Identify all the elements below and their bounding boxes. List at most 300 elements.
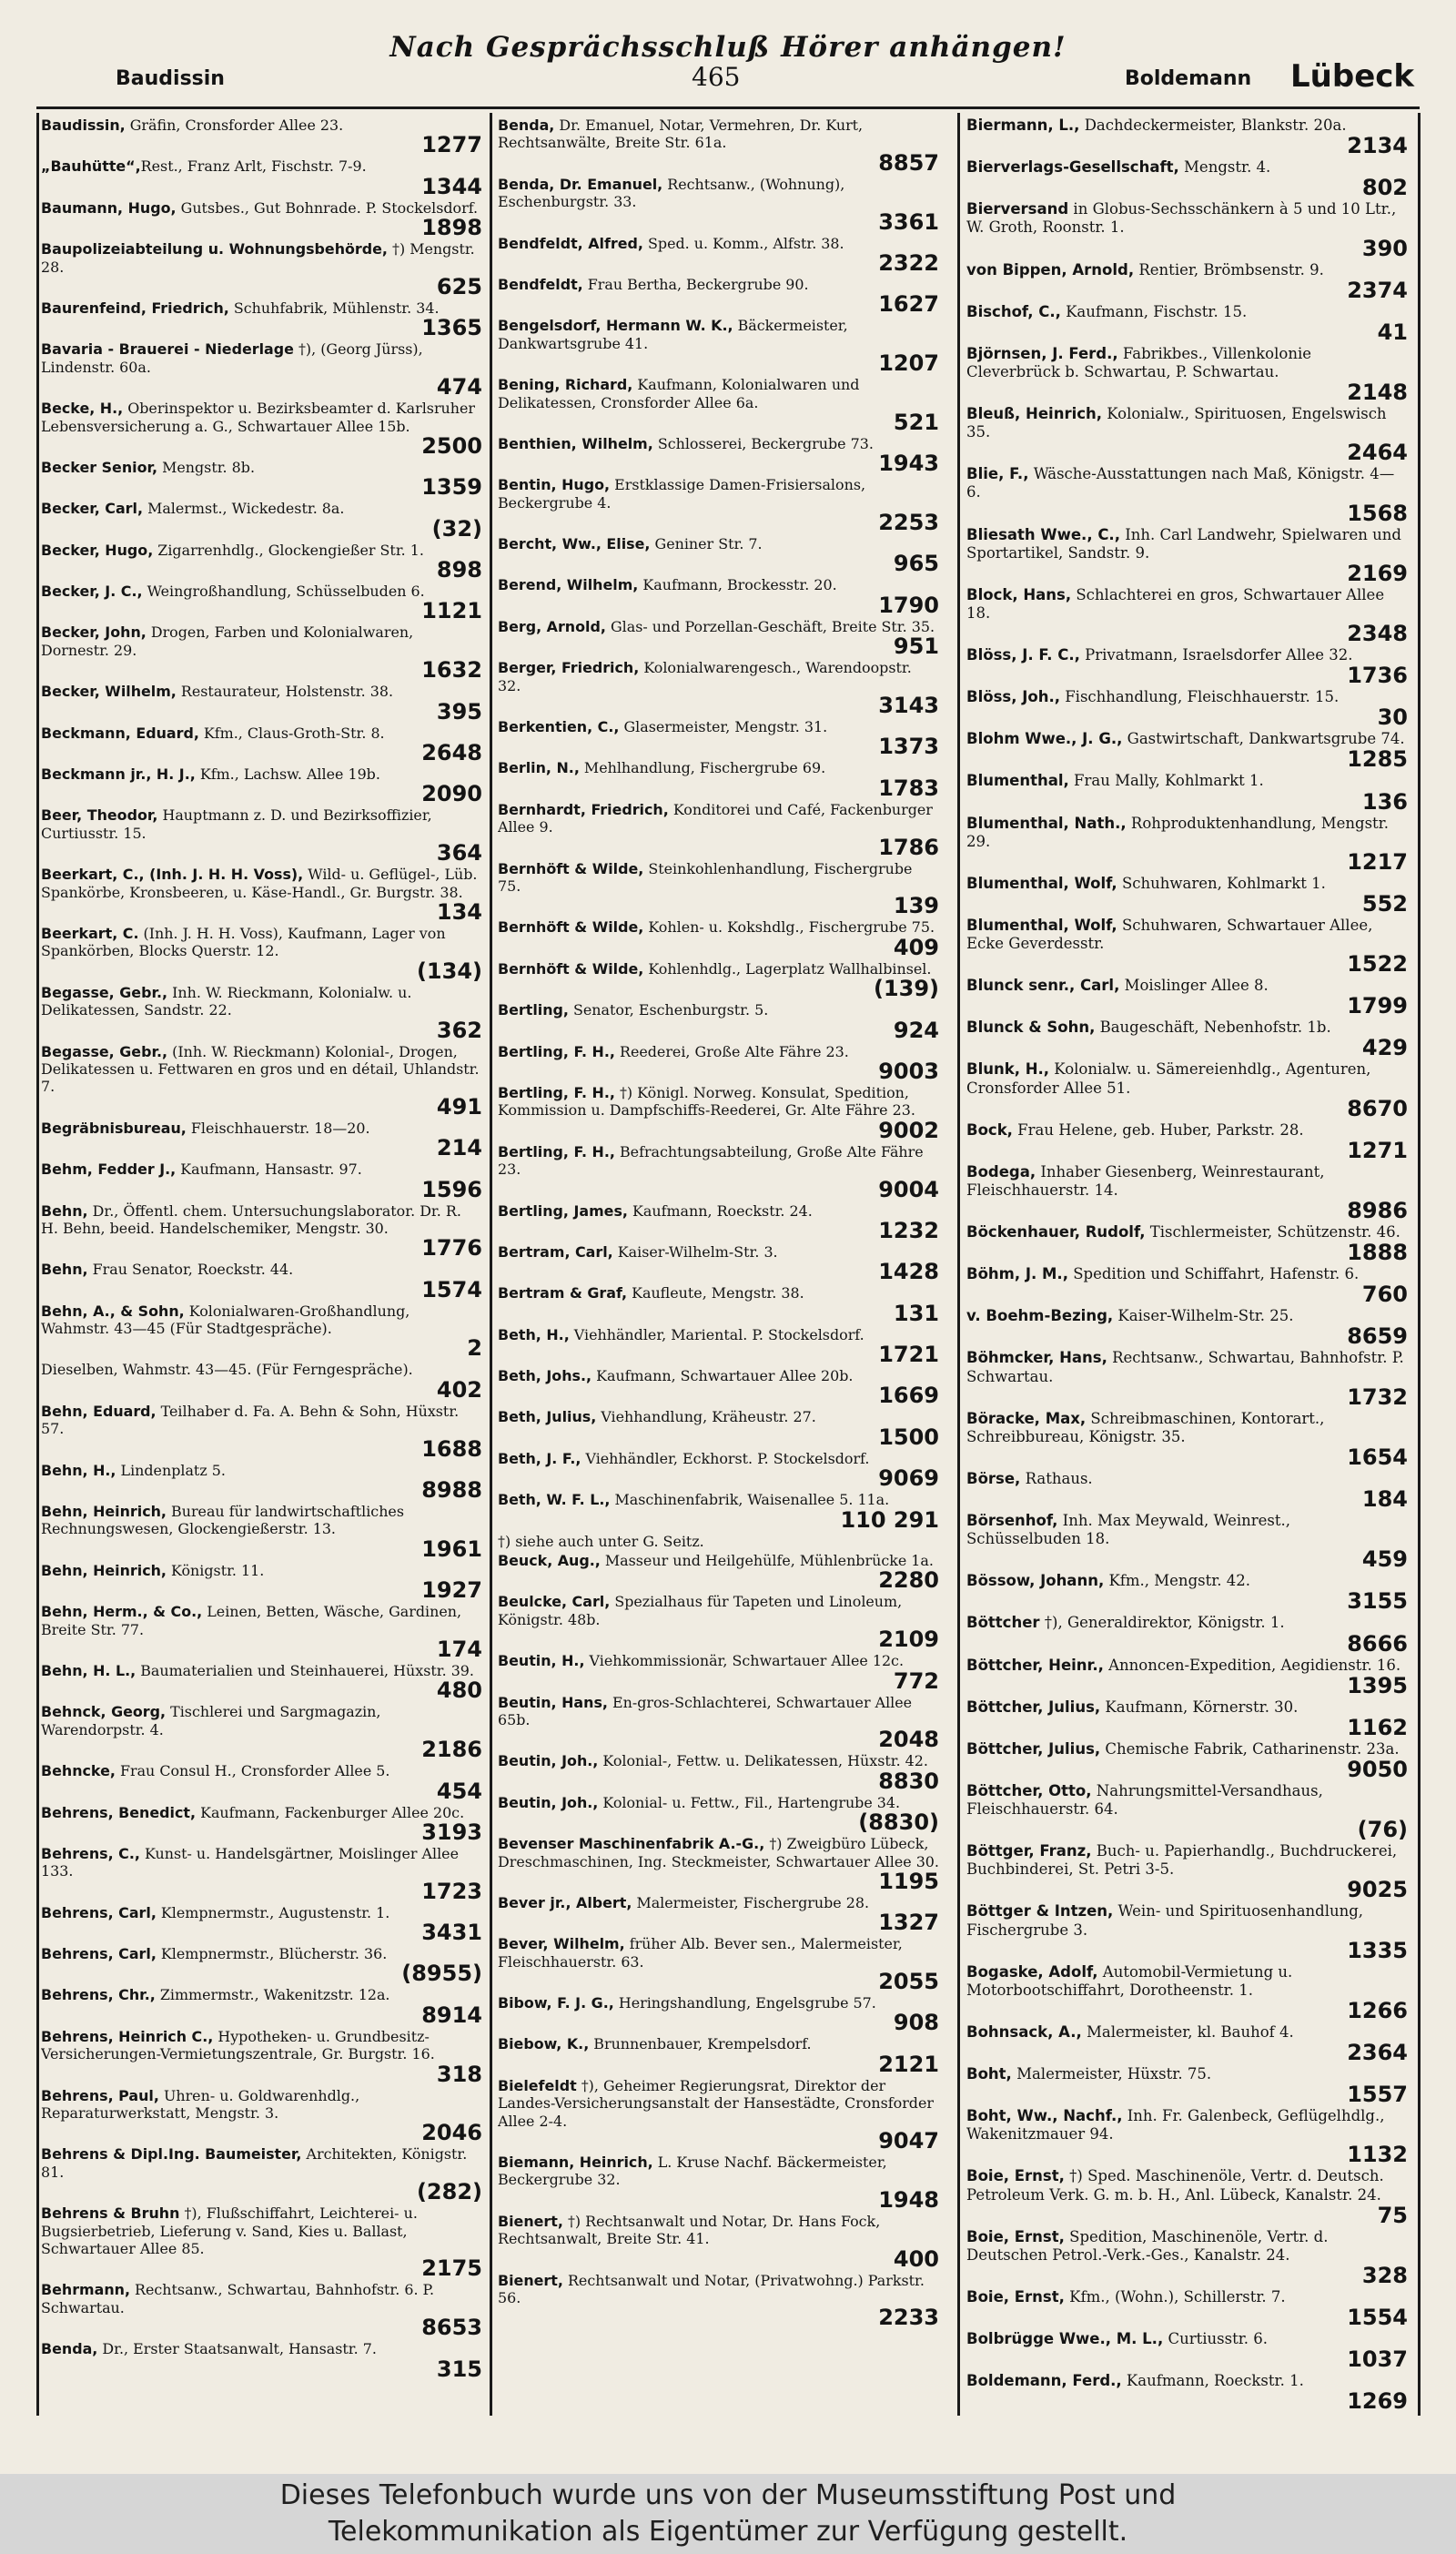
phone-number: (134) [416,958,482,984]
entry-name: Beerkart, C., (Inh. J. H. H. Voss), [41,866,304,884]
entry-name: Beth, J. F., [498,1449,581,1467]
entry-details: Glas- und Porzellan-Geschäft, Breite Str. 35. [605,617,935,635]
directory-entry [41,1903,482,1946]
directory-entry [498,1202,939,1242]
phone-number: 1948 [878,2186,939,2213]
entry-details: Glasermeister, Mengstr. 31. [619,718,828,736]
right-guide-word: Boldemann [1125,67,1252,90]
entry-name: Böttcher, Julius, [966,1698,1101,1716]
directory-entry [966,1657,1408,1697]
footer-line-2: Telekommunikation als Eigentümer zur Verfügung gestellt. [328,2516,1128,2548]
entry-details: Kaufmann, Brockesstr. 20. [638,576,837,594]
directory-entry [966,1572,1408,1615]
directory-entry [966,1902,1408,1961]
directory-entry [41,500,482,542]
entry-details: Dachdeckermeister, Blankstr. 20a. [1079,117,1347,134]
entry-name: Block, Hans, [966,585,1072,603]
entry-details: Fleischhauerstr. 18—20. [186,1119,370,1137]
phone-number: 1269 [1347,2388,1408,2415]
phone-number: 1898 [421,215,482,241]
entry-name: Becker Senior, [41,458,158,476]
entry-details: †), Flußschiffahrt, Leichterei- u. Bugsierbetrieb, Lieferung v. Sand, Kies u. Ballast, Schwartauer Allee 85. [41,2204,418,2257]
phone-number: 1162 [1347,1714,1408,1740]
entry-name: Börse, [966,1469,1021,1487]
entry-name: Berend, Wilhelm, [498,576,639,594]
directory-entry [966,200,1408,261]
entry-details: Tischlerei und Sargmagazin, Warendorpstr. 4. [41,1703,381,1738]
entry-name: Beutin, Joh., [498,1752,599,1770]
entry-details: Kolonialwarengesch., Warendoopstr. 32. [498,659,912,694]
directory-entry [966,526,1408,584]
directory-entry [41,623,482,684]
entry-details: (Inh. J. H. H. Voss), Kaufmann, Lager von Spankörben, Blocks Querstr. 12. [41,924,446,960]
entry-name: Bock, [966,1120,1013,1139]
directory-entry [966,1265,1408,1308]
entry-details: Geniner Str. 7. [650,535,763,553]
entry-details: Zigarrenhdlg., Glockengießer Str. 1. [153,541,424,559]
directory-entry [498,317,939,377]
phone-number: 364 [436,840,482,867]
entry-name: Bössow, Johann, [966,1572,1105,1590]
entry-details: Kolonialw. u. Sämereienhdlg., Agenturen, Cronsforder Allee 51. [966,1060,1371,1097]
column-rule-1 [490,113,492,2416]
phone-number: 2175 [421,2255,482,2282]
phone-number: 9004 [878,1176,939,1202]
directory-column-2 [498,117,939,2437]
entry-name: Behn, Herm., & Co., [41,1603,203,1621]
phone-number: 328 [1361,2262,1408,2288]
entry-details: Privatmann, Israelsdorfer Allee 32. [1079,646,1353,664]
entry-name: Böhmcker, Hans, [966,1349,1107,1367]
directory-entry [498,1533,939,1550]
directory-entry [966,405,1408,466]
phone-number: 1632 [421,657,482,684]
entry-name: Blumenthal, Nath., [966,814,1127,832]
phone-number: 2253 [878,510,939,536]
entry-name: Behn, H. L., [41,1661,136,1679]
phone-number: 1037 [1347,2346,1408,2373]
entry-name: Behm, Fedder J., [41,1160,177,1179]
entry-details: Weingroßhandlung, Schüsselbuden 6. [142,583,425,601]
directory-entry [966,977,1408,1017]
entry-name: Boht, [966,2065,1012,2083]
entry-name: Bodega, [966,1162,1036,1181]
phone-number: 1335 [1347,1937,1408,1963]
entry-details: Frau Bertha, Beckergrube 90. [582,275,809,293]
entry-name: Bengelsdorf, Hermann W. K., [498,317,733,335]
directory-entry [966,1698,1408,1738]
entry-name: Bernhöft & Wilde, [498,859,644,877]
column-rule-right [1418,113,1421,2416]
entry-details: Annoncen-Expedition, Aegidienstr. 16. [1103,1656,1401,1674]
directory-entry [498,1242,939,1285]
entry-name: Benda, Dr. Emanuel, [498,175,663,193]
entry-details: Klempnermstr., Blücherstr. 36. [156,1945,388,1963]
directory-entry [41,458,482,501]
entry-details: †) Zweigbüro Lübeck, Dreschmaschinen, Ing. Steckmeister, Schwartauer Allee 30. [498,1835,939,1870]
directory-entry [41,1043,482,1118]
phone-number: 2500 [421,432,482,459]
entry-name: Bever, Wilhelm, [498,1935,625,1953]
column-rule-left [36,113,39,2416]
directory-entry [498,2272,939,2329]
directory-entry [966,261,1408,301]
entry-name: Blohm Wwe., J. G., [966,730,1123,748]
entry-details: Wein- und Spirituosenhandlung, Fischergrube 3. [966,1902,1364,1939]
phone-number: 760 [1361,1282,1408,1308]
phone-number: 1373 [878,734,939,760]
entry-details: Spedition, Maschinenöle, Vertr. d. Deutschen Petrol.-Verk.-Ges., Kanalstr. 24. [966,2227,1329,2264]
entry-details: Kaufmann, Körnerstr. 30. [1100,1698,1299,1716]
phone-number: 474 [436,374,482,400]
entry-details: Viehhandlung, Kräheustr. 27. [596,1408,816,1426]
entry-name: Behn, [41,1201,88,1220]
phone-number: 139 [893,893,939,919]
directory-entry [41,1661,482,1704]
entry-name: Bierversand [966,200,1069,218]
directory-entry [966,345,1408,403]
phone-number: 1688 [421,1435,482,1462]
directory-entry [41,984,482,1041]
phone-number: (139) [873,976,939,1002]
entry-name: Blumenthal, Wolf, [966,916,1117,934]
entry-name: Blie, F., [966,465,1029,483]
entry-details: Gräfin, Cronsforder Allee 23. [125,117,344,134]
directory-entry [966,117,1408,157]
entry-name: Bertling, [498,1001,569,1019]
entry-name: Behnck, Georg, [41,1703,167,1721]
entry-name: Baupolizeiabteilung u. Wohnungsbehörde, [41,240,388,258]
entry-name: Boie, Ernst, [966,2167,1065,2185]
directory-entry [41,2145,482,2203]
directory-entry [41,1762,482,1804]
directory-entry [966,916,1408,978]
entry-name: von Bippen, Arnold, [966,260,1135,279]
phone-number: 1574 [421,1276,482,1302]
entry-details: Moislinger Allee 8. [1119,977,1269,995]
directory-entry [498,275,939,318]
phone-number: 1121 [421,598,482,624]
phone-number: 2374 [1347,277,1408,303]
directory-entry [41,1361,482,1403]
entry-name: Baudissin, [41,117,126,134]
entry-details: Kfm., Lachsw. Allee 19b. [195,765,380,784]
directory-entry [498,1325,939,1368]
entry-name: Behrens, Benedict, [41,1803,197,1821]
directory-entry [41,1202,482,1260]
directory-entry [498,918,939,958]
entry-name: Benda, [41,2340,98,2358]
entry-name: Beth, Johs., [498,1367,592,1385]
phone-number: 2464 [1347,440,1408,466]
entry-name: Beutin, H., [498,1652,585,1670]
phone-number: 315 [436,2356,482,2382]
entry-details: Rechtsanwalt und Notar, (Privatwohng.) Parkstr. 56. [498,2271,925,2306]
directory-entry [498,1367,939,1409]
phone-number: 1271 [1347,1137,1408,1163]
phone-number: 480 [436,1677,482,1704]
phone-number: 131 [893,1300,939,1326]
directory-entry [41,925,482,982]
directory-entry [498,1694,939,1751]
entry-details: Dr., Erster Staatsanwalt, Hansastr. 7. [97,2340,377,2358]
entry-name: Blöss, Joh., [966,688,1060,706]
provenance-footer [0,2474,1456,2554]
phone-number: 1195 [878,1868,939,1894]
phone-number: (32) [431,515,482,542]
entry-details: Frau Helene, geb. Huber, Parkstr. 28. [1012,1120,1304,1139]
directory-entry [498,2154,939,2211]
entry-name: Blunck senr., Carl, [966,977,1120,995]
directory-entry [966,730,1408,773]
phone-number: 3431 [421,1920,482,1946]
phone-number: 8986 [1347,1198,1408,1223]
phone-number: 1500 [878,1424,939,1450]
phone-number: 136 [1361,788,1408,815]
entry-name: Bolbrügge Wwe., M. L., [966,2330,1164,2347]
entry-name: Bertram, Carl, [498,1242,613,1261]
directory-entry [966,772,1408,815]
directory-entry [41,2204,482,2282]
entry-name: Biebow, K., [498,2035,590,2053]
entry-name: Björnsen, J. Ferd., [966,344,1118,362]
entry-name: Benthien, Wilhelm, [498,434,653,452]
entry-details: Rentier, Brömbsenstr. 9. [1134,260,1324,279]
entry-details: Rathaus. [1020,1469,1093,1487]
phone-number: 1654 [1347,1444,1408,1470]
phone-number: 1790 [878,592,939,618]
directory-entry [498,1449,939,1492]
phone-number: 1888 [1347,1240,1408,1266]
directory-entry [498,1652,939,1694]
entry-name: Behrens, Heinrich C., [41,2027,214,2045]
entry-details: Inh. Max Meywald, Weinrest., Schüsselbuden 18. [966,1512,1291,1548]
directory-entry [498,1593,939,1653]
directory-entry [498,1893,939,1936]
directory-entry [498,1001,939,1043]
entry-details: Spezialhaus für Tapeten und Linoleum, Königstr. 48b. [498,1593,903,1628]
phone-number: 2055 [878,1969,939,1995]
phone-number: 1207 [878,350,939,377]
phone-number: 402 [436,1376,482,1403]
entry-details: Malermeister, Fischergrube 28. [632,1893,870,1911]
entry-name: v. Boehm-Bezing, [966,1307,1114,1325]
phone-number: 1961 [421,1535,482,1562]
phone-number: 772 [893,1667,939,1694]
phone-number: 965 [893,551,939,577]
entry-name: Behrens, C., [41,1844,140,1862]
phone-number: 1786 [878,834,939,860]
entry-details: †), Generaldirektor, Königstr. 1. [1039,1614,1285,1632]
entry-name: Baurenfeind, Friedrich, [41,299,229,317]
entry-details: Bureau für landwirtschaftliches Rechnungswesen, Glockengießerstr. 13. [41,1503,404,1538]
entry-name: Begasse, Gebr., [41,983,168,1001]
entry-name: Behn, Heinrich, [41,1503,167,1521]
entry-name: Beth, H., [498,1325,570,1343]
entry-name: Becker, John, [41,623,147,642]
phone-number: 1266 [1347,1997,1408,2023]
phone-number: 1723 [421,1878,482,1904]
phone-number: 1736 [1347,663,1408,689]
entry-details: Königstr. 11. [166,1561,265,1579]
entry-details: Kolonialwaren-Großhandlung, Wahmstr. 43—45 (Für Stadtgespräche). [41,1302,410,1338]
phone-number: 1627 [878,291,939,318]
entry-details: Fischhandlung, Fleischhauerstr. 15. [1059,688,1340,706]
directory-entry [41,1120,482,1159]
entry-name: Bohnsack, A., [966,2022,1082,2041]
entry-details: Reederei, Große Alte Fähre 23. [614,1042,849,1060]
entry-name: Blumenthal, Wolf, [966,874,1117,892]
directory-entry [498,801,939,858]
directory-entry [41,157,482,197]
phone-number: 898 [436,557,482,583]
entry-name: Behrens, Paul, [41,2086,159,2104]
entry-name: Behrmann, [41,2281,130,2299]
entry-details: (Inh. W. Rieckmann) Kolonial-, Drogen, Delikatessen u. Fettwaren en gros und en détail, Uhlandstr. 7. [41,1042,480,1096]
entry-details: Gutsbes., Gut Bohnrade. P. Stockelsdorf. [176,198,479,217]
entry-name: Berger, Friedrich, [498,659,640,677]
entry-details: Viehkommissionär, Schwartauer Allee 12c. [584,1652,905,1670]
entry-details: Hauptmann z. D. und Bezirksoffizier, Curtiusstr. 15. [41,806,432,842]
directory-entry [498,2213,939,2270]
phone-number: (8955) [401,1961,482,1987]
entry-details: Kaufmann, Fackenburger Allee 20c. [196,1803,465,1821]
entry-details: Mehlhandlung, Fischergrube 69. [579,759,826,777]
phone-number: 491 [436,1093,482,1120]
phone-number: 2090 [421,781,482,807]
entry-details: Dieselben, Wahmstr. 43—45. (Für Ferngespräche). [41,1361,413,1379]
directory-entry [498,1284,939,1326]
phone-number: 8670 [1347,1095,1408,1121]
phone-number: 2364 [1347,2040,1408,2065]
phone-number: (76) [1357,1817,1408,1843]
footer-line-1: Dieses Telefonbuch wurde uns von der Museumsstiftung Post und [279,2479,1177,2511]
phone-number: 318 [436,2061,482,2087]
entry-name: Berkentien, C., [498,718,620,736]
page-number: 465 [692,62,741,92]
entry-details: Viehhändler, Mariental. P. Stockelsdorf. [569,1325,864,1343]
directory-entry [41,542,482,581]
phone-number: 3155 [1347,1588,1408,1615]
entry-details: †) Königl. Norweg. Konsulat, Spedition, Kommission u. Dampfschiffs-Reederei, Gr. Alte Fähre 23. [498,1083,915,1120]
entry-name: Bliesath Wwe., C., [966,525,1120,543]
entry-details: Rechtsanw., (Wohnung), Eschenburgstr. 33. [498,175,845,211]
entry-details: †) Sped. Maschinenöle, Vertr. d. Deutsch. Petroleum Verk. G. m. b. H., Anl. Lübeck, Kanalstr. 24. [966,2167,1384,2204]
entry-details: Kolonialw., Spirituosen, Engelswisch 35. [966,405,1387,441]
phone-number: 1232 [878,1217,939,1243]
directory-entry [41,2281,482,2341]
directory-entry [966,1060,1408,1119]
entry-name: Bienert, [498,2271,563,2289]
entry-name: Behn, A., & Sohn, [41,1302,185,1320]
entry-details: Rest., Franz Arlt, Fischstr. 7-9. [140,157,367,176]
entry-details: Schreibmaschinen, Kontorart., Schreibbureau, Königstr. 35. [966,1409,1325,1445]
entry-details: Frau Senator, Roeckstr. 44. [87,1261,294,1279]
directory-entry [966,303,1408,343]
entry-details: Kfm., Claus-Groth-Str. 8. [198,724,385,742]
entry-name: Behrens, Chr., [41,1986,156,2004]
entry-name: Baumann, Hugo, [41,198,177,217]
phone-number: 1132 [1347,2142,1408,2168]
directory-entry [966,2107,1408,2168]
phone-number: 9003 [878,1058,939,1084]
directory-entry [966,1740,1408,1780]
directory-entry [498,117,939,174]
directory-entry [966,2167,1408,2228]
entry-name: „Bauhütte“, [41,157,141,176]
directory-entry [498,2077,939,2152]
entry-name: Berlin, N., [498,759,580,777]
entry-details: Chemische Fabrik, Catharinenstr. 23a. [1100,1739,1400,1758]
entry-name: Bernhöft & Wilde, [498,959,644,978]
entry-details: †) Rechtsanwalt und Notar, Dr. Hans Fock, Rechtsanwalt, Breite Str. 41. [498,2212,881,2248]
directory-entry [498,434,939,477]
entry-details: Mengstr. 4. [1178,158,1271,177]
entry-name: Blumenthal, [966,772,1069,790]
phone-number: 1285 [1347,746,1408,773]
entry-details: Rechtsanw., Schwartau, Bahnhofstr. 6. P. Schwartau. [41,2281,435,2316]
directory-entry [498,1043,939,1082]
entry-details: Lindenplatz 5. [116,1461,226,1479]
entry-details: Kaufmann, Kolonialwaren und Delikatessen, Cronsforder Allee 6a. [498,376,860,411]
phone-number: 459 [1361,1546,1408,1573]
entry-details: Gastwirtschaft, Dankwartsgrube 74. [1122,730,1405,748]
entry-name: Behrens, Carl, [41,1903,157,1921]
entry-name: Benda, [498,117,555,134]
phone-number: 1344 [421,173,482,199]
phone-number: 2280 [878,1567,939,1594]
directory-entry [498,535,939,577]
directory-entry [966,586,1408,644]
phone-number: 1669 [878,1383,939,1409]
entry-name: Bischof, C., [966,302,1061,320]
directory-entry [966,1163,1408,1221]
entry-details: Uhren- u. Goldwarenhdlg., Reparaturwerkstatt, Mengstr. 3. [41,2086,360,2123]
phone-number: 2148 [1347,380,1408,405]
directory-entry [41,2028,482,2085]
entry-name: Becker, Hugo, [41,541,154,559]
phone-number: 2348 [1347,621,1408,646]
entry-name: Beth, Julius, [498,1408,597,1426]
phone-number: 9002 [878,1117,939,1143]
entry-name: Bertling, F. H., [498,1083,615,1101]
entry-name: Bierverlags-Gesellschaft, [966,158,1179,177]
entry-details: Frau Mally, Kohlmarkt 1. [1068,772,1264,790]
phone-number: 2169 [1347,560,1408,586]
entry-details: Schuhfabrik, Mühlenstr. 34. [228,299,440,317]
entry-details: Kaufmann, Roeckstr. 24. [627,1201,813,1220]
entry-details: Wäsche-Ausstattungen nach Maß, Königstr. 4—6. [966,465,1395,502]
phone-number: 1927 [421,1577,482,1604]
phone-number: 9047 [878,2128,939,2154]
entry-name: Bibow, F. J. G., [498,1994,614,2012]
entry-name: Berg, Arnold, [498,617,606,635]
directory-entry [41,240,482,298]
phone-number: 1721 [878,1342,939,1368]
phone-number: 429 [1361,1035,1408,1061]
directory-entry [498,860,939,917]
entry-name: Bercht, Ww., Elise, [498,535,651,553]
directory-entry [966,2228,1408,2286]
phone-number: 521 [893,409,939,435]
phone-number: 625 [436,273,482,299]
phone-number: 8653 [421,2315,482,2341]
phone-number: 2046 [421,2120,482,2146]
entry-details: Frau Consul H., Cronsforder Allee 5. [115,1762,390,1780]
entry-details: †) Mengstr. 28. [41,240,475,276]
entry-details: Leinen, Betten, Wäsche, Gardinen, Breite Str. 77. [41,1603,462,1638]
entry-details: Teilhaber d. Fa. A. Behn & Sohn, Hüxstr. 57. [41,1402,460,1438]
